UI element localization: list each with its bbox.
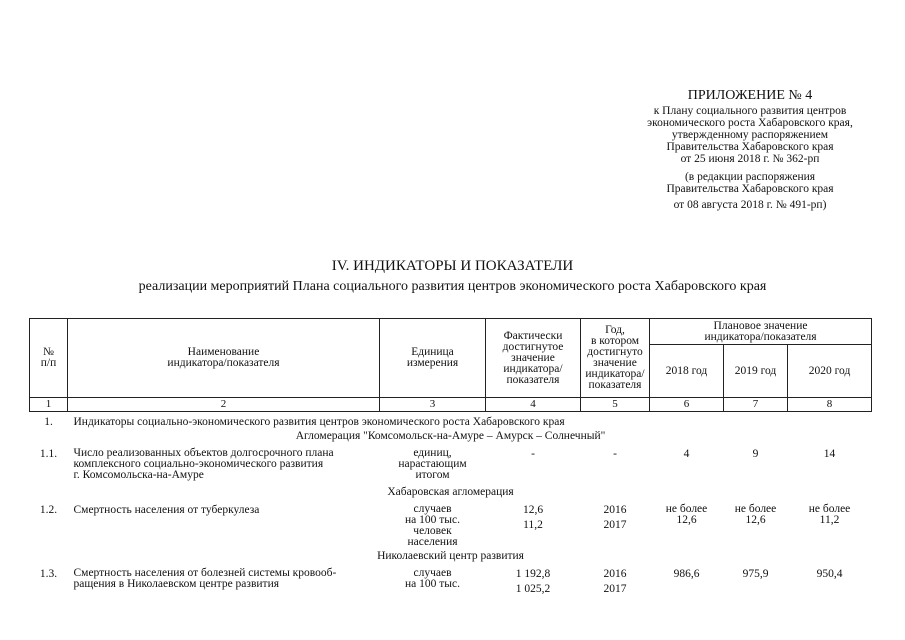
row-year: - [613, 448, 617, 460]
header-plan: Плановое значение индикатора/показателя [650, 319, 872, 345]
row-2020: не более 11,2 [808, 503, 851, 526]
section-heading: IV. ИНДИКАТОРЫ И ПОКАЗАТЕЛИ [331, 258, 574, 274]
column-number: 3 [380, 398, 486, 412]
column-number: 1 [30, 398, 68, 412]
appendix-line: утвержденному распоряжением [671, 129, 829, 141]
row-2018: 4 [683, 448, 690, 460]
section-subheading: реализации мероприятий Плана социального развития центров экономического роста Хабаровского края [138, 279, 767, 294]
row-actual: 1 192,8 1 025,2 [515, 568, 551, 595]
group-row [30, 428, 872, 442]
row-unit: единиц, нарастающим итогом [398, 447, 467, 481]
table-row [30, 442, 872, 481]
row-2018: 986,6 [673, 568, 700, 580]
header-2020: 2020 год [788, 345, 872, 398]
row-unit: случаев на 100 тыс. [405, 567, 460, 590]
section-num: 1. [44, 416, 53, 428]
row-2019: 975,9 [742, 568, 769, 580]
row-2019: 9 [752, 448, 759, 460]
appendix-line: экономического роста Хабаровского края, [647, 117, 853, 129]
revision-line: Правительства Хабаровского края [666, 183, 834, 195]
group-title: Николаевский центр развития [377, 550, 524, 562]
header-year: Год, в котором достигнуто значение индикатора/ показателя [581, 319, 650, 398]
column-number: 8 [788, 398, 872, 412]
column-number-row [30, 398, 872, 412]
revision-line: (в редакции распоряжения [684, 171, 816, 183]
column-number: 6 [650, 398, 724, 412]
row-2020: 14 [823, 448, 836, 460]
header-unit: Единица измерения [380, 319, 486, 398]
appendix-title: ПРИЛОЖЕНИЕ № 4 [687, 88, 813, 103]
header-actual: Фактически достигнутое значение индикатора/ показателя [486, 319, 581, 398]
row-num: 1.2. [39, 504, 58, 516]
column-number: 4 [486, 398, 581, 412]
row-year: 2016 2017 [603, 504, 627, 531]
indicators-table [29, 318, 872, 595]
header-2018: 2018 год [650, 345, 724, 398]
row-name: Смертность населения от туберкулеза [73, 504, 260, 516]
row-name: Смертность населения от болезней системы кровооб- ращения в Николаевском центре развития [73, 567, 337, 590]
row-year: 2016 2017 [603, 568, 627, 595]
column-number: 5 [581, 398, 650, 412]
row-num: 1.3. [39, 568, 58, 580]
revision-line: от 08 августа 2018 г. № 491-рп) [673, 199, 827, 211]
row-unit: случаев на 100 тыс. человек населения [405, 503, 460, 548]
table-row [30, 498, 872, 548]
appendix-line: от 25 июня 2018 г. № 362-рп [680, 153, 820, 165]
appendix-line: к Плану социального развития центров [653, 105, 847, 117]
group-title: Агломерация "Комсомольск-на-Амуре – Амурск – Солнечный" [295, 430, 606, 442]
header-name: Наименование индикатора/показателя [68, 319, 380, 398]
appendix-block [600, 88, 900, 211]
row-actual: - [531, 448, 535, 460]
appendix-line: Правительства Хабаровского края [666, 141, 834, 153]
row-2018: не более 12,6 [665, 503, 708, 526]
group-title: Хабаровская агломерация [387, 486, 514, 498]
header-num: № п/п [30, 319, 68, 398]
group-row [30, 548, 872, 562]
section-row [30, 412, 872, 429]
row-2019: не более 12,6 [734, 503, 777, 526]
row-name: Число реализованных объектов долгосрочного плана комплексного социально-экономического развития г. Комсомольска-на-Амуре [73, 447, 334, 481]
group-row [30, 481, 872, 498]
header-2019: 2019 год [724, 345, 788, 398]
row-2020: 950,4 [816, 568, 843, 580]
table-row [30, 562, 872, 595]
column-number: 2 [68, 398, 380, 412]
column-number: 7 [724, 398, 788, 412]
section-title: Индикаторы социально-экономического развития центров экономического роста Хабаровского края [73, 416, 565, 428]
row-num: 1.1. [39, 448, 58, 460]
row-actual: 12,6 11,2 [522, 504, 544, 531]
